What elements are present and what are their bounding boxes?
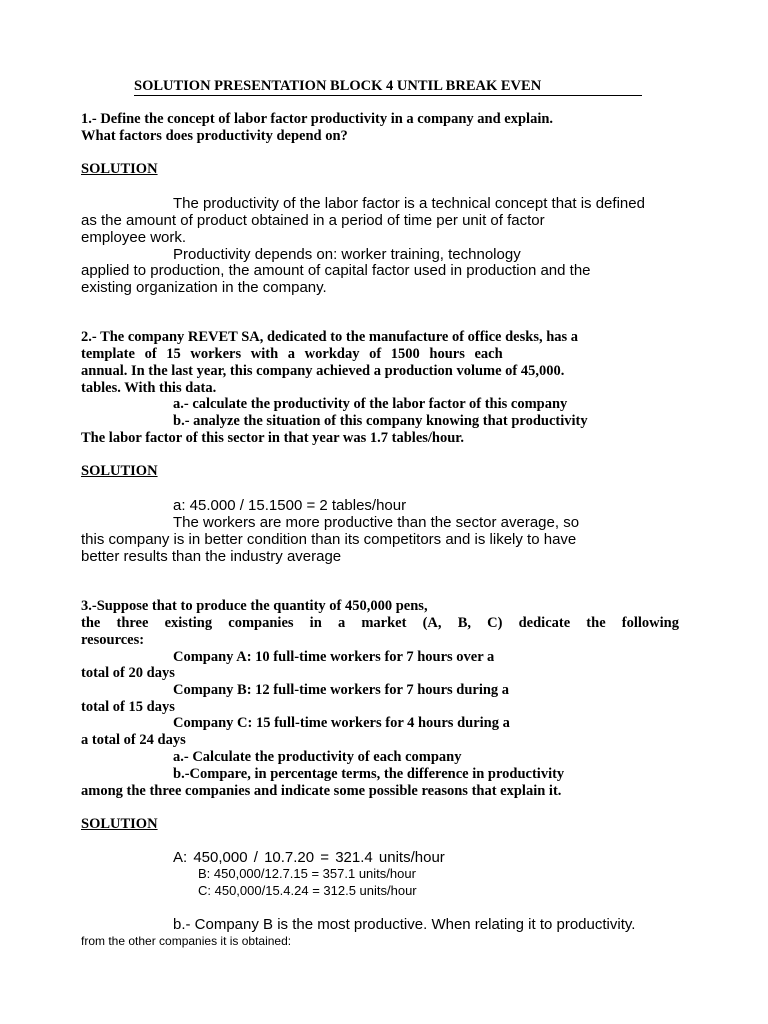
q3-company-a-days: total of 20 days [81, 665, 175, 681]
q3-company-c: Company C: 15 full-time workers for 4 hours during a [173, 715, 510, 731]
q2-task-a: a.- calculate the productivity of the labor factor of this company [173, 396, 568, 412]
q1-answer-line-3: employee work. [81, 229, 187, 246]
q1-answer-line-4: Productivity depends on: worker training, technology [173, 246, 521, 263]
q3-company-b-days: total of 15 days [81, 699, 175, 715]
q2-question-line-2: template of 15 workers with a workday of 1500 hours each [81, 346, 503, 362]
q1-answer-line-5: applied to production, the amount of capital factor used in production and the [81, 262, 591, 279]
q2-question-line-4: tables. With this data. [81, 380, 217, 396]
q1-answer-line-2: as the amount of product obtained in a period of time per unit of factor [81, 212, 545, 229]
q3-task-b: b.-Compare, in percentage terms, the difference in productivity [173, 766, 565, 782]
q3-task-a: a.- Calculate the productivity of each company [173, 749, 462, 765]
q3-answer-a: A: 450,000 / 10.7.20 = 321.4 units/hour [173, 849, 445, 866]
q2-question-line-1: 2.- The company REVET SA, dedicated to the manufacture of office desks, has a [81, 329, 579, 345]
q1-question-line-1: 1.- Define the concept of labor factor productivity in a company and explain. [81, 111, 554, 127]
q3-company-c-days: a total of 24 days [81, 732, 186, 748]
q2-task-b: b.- analyze the situation of this company knowing that productivity [173, 413, 588, 429]
q3-question-line-2: the three existing companies in a market (A, B, C) dedicate the following [81, 615, 679, 631]
q3-company-a: Company A: 10 full-time workers for 7 hours over a [173, 649, 495, 665]
q3-question-line-1: 3.-Suppose that to produce the quantity of 450,000 pens, [81, 598, 428, 614]
q1-answer-line-6: existing organization in the company. [81, 279, 327, 296]
q2-answer-line-2: The workers are more productive than the sector average, so [173, 514, 580, 531]
q3-answer-b: B: 450,000/12.7.15 = 357.1 units/hour [198, 866, 416, 881]
q2-answer-line-3: this company is in better condition than its competitors and is likely to have [81, 531, 577, 548]
q2-answer-a: a: 45.000 / 15.1500 = 2 tables/hour [173, 497, 407, 514]
q2-question-line-7: The labor factor of this sector in that year was 1.7 tables/hour. [81, 430, 465, 446]
q1-solution-heading: SOLUTION [81, 161, 158, 177]
q1-answer-line-1: The productivity of the labor factor is a technical concept that is defined [173, 195, 645, 212]
q3-answer-comparison-cont: from the other companies it is obtained: [81, 934, 292, 948]
q2-question-line-3: annual. In the last year, this company achieved a production volume of 45,000. [81, 363, 565, 379]
q1-question-line-2: What factors does productivity depend on? [81, 128, 348, 144]
q3-answer-c: C: 450,000/15.4.24 = 312.5 units/hour [198, 883, 417, 898]
q3-question-line-3: resources: [81, 632, 145, 648]
page-title: SOLUTION PRESENTATION BLOCK 4 UNTIL BREAK EVEN [134, 78, 642, 96]
q3-question-line-12: among the three companies and indicate some possible reasons that explain it. [81, 783, 562, 799]
q3-solution-heading: SOLUTION [81, 816, 158, 832]
q2-answer-line-4: better results than the industry average [81, 548, 342, 565]
q3-company-b: Company B: 12 full-time workers for 7 hours during a [173, 682, 510, 698]
q3-answer-comparison: b.- Company B is the most productive. When relating it to productivity. [173, 916, 636, 933]
q2-solution-heading: SOLUTION [81, 463, 158, 479]
